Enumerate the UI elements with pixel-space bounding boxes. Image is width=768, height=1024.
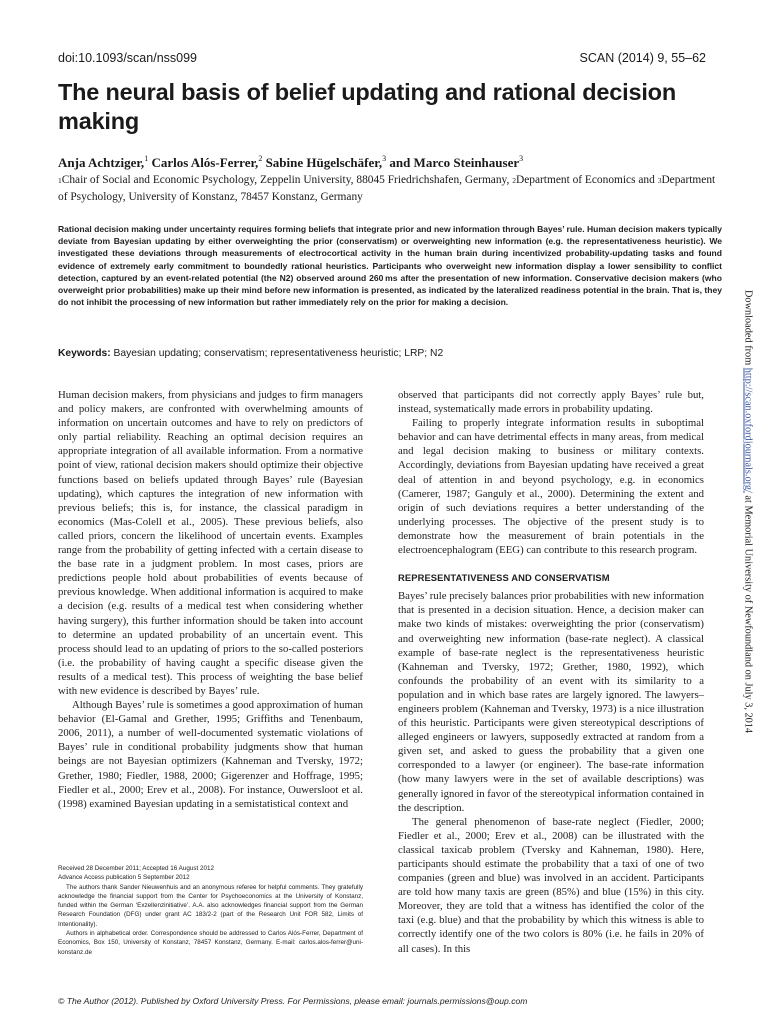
footnote-acknowledgements: The authors thank Sander Nieuwenhuis and an anonymous referee for helpful comments. They gratefully acknowledge the financial support from the Center for Psychoeconomics at the University of Konstanz, funded within the German ‘Exzellenzinitiative’. A.A. also acknowledges financial support from the German Research Foundation (DFG) under grant AC 183/2-2 (part of the Research Unit FOR 582, Limits of Intentionality).	[58, 883, 363, 928]
section-heading: REPRESENTATIVENESS AND CONSERVATISM	[398, 572, 610, 584]
affiliation-text: Department of Economics and	[515, 174, 658, 186]
download-sidebar	[733, 290, 763, 734]
affiliation-mark: 3	[657, 176, 662, 185]
affiliation-mark: 2	[512, 176, 516, 185]
download-link[interactable]: http://scan.oxfordjournals.org/	[742, 367, 754, 493]
download-prefix: Downloaded from	[742, 290, 754, 368]
affiliations	[58, 172, 718, 206]
author-affiliation-mark: 2	[258, 154, 263, 163]
affiliation-text: Department of Psychology, University of Konstanz, 78457 Konstanz, Germany	[58, 174, 716, 203]
author-list	[58, 155, 523, 171]
body-paragraph: observed that participants did not correctly apply Bayes’ rule but, instead, systematically made errors in probability updating.	[398, 389, 704, 416]
footnote-received: Received 28 December 2011; Accepted 16 August 2012	[58, 865, 215, 872]
author-name: Carlos Alós-Ferrer,	[148, 155, 259, 170]
journal-reference: SCAN (2014) 9, 55–62	[579, 51, 706, 65]
author-name: Sabine Hügelschäfer,	[262, 155, 383, 170]
keywords-label: Keywords:	[58, 348, 111, 359]
copyright-line: © The Author (2012). Published by Oxford University Press. For Permissions, please email: journals.permissions@oup.com	[58, 996, 528, 1006]
affiliation-text: Chair of Social and Economic Psychology, Zeppelin University, 88045 Friedrichshafen, Germany,	[61, 174, 513, 186]
body-paragraph: Human decision makers, from physicians and judges to firm managers and policy makers, are confronted with overwhelming amounts of information on uncertain outcomes and have to rely on predictors of only partial reliability. Reaching an optimal decision requires an appropriate integration of all available information. From a normative point of view, rational decision makers should optimize their objective functions based on beliefs updated through Bayes’ rule (Bayesian updating), which captures the integration of new information with previous beliefs; this is, for instance, the classical paradigm in economics (Mas-Colell et al., 2005). These previous beliefs, also called priors, concern the likelihood of uncertain events. Examples range from the probability of getting infected with a certain disease to the base rate in a judgment problem. In most cases, priors are predictions people hold about probabilities of events because of previous knowledge. When additional information is acquired to make a decision (e.g. results of a medical test when considering whether having surgery), this further information should be taken into account to determine an updated probability of an uncertain event. This process should lead to an updating of priors to the so-called posteriors (i.e. the probability of having caught a specific disease given the results of a medical test). This process of weighting the base belief with new evidence is described by Bayes’ rule.	[58, 389, 363, 697]
body-paragraph: Bayes’ rule precisely balances prior probabilities with new information that is presented in a decision situation. Hence, a decision maker can make two kinds of mistakes: overweighting the prior (conservatism) and overweighting new information (base-rate neglect). A classical example of base-rate neglect is the representativeness heuristic (Kahneman and Tversky, 1972; Grether, 1980, 1992), which confounds the probability of an event with its similarity to a population and in which base rates are largely ignored. The lawyers–engineers problem (Kahneman and Tversky, 1973) is a nice illustration of this heuristic. Participants were given stereotypical descriptions of alleged engineers or lawyers, supposedly extracted at random from a given set, and asked to guess the probability that a given one corresponded to a lawyer (or engineer). The base-rate information (how many lawyers were in the set of available descriptions) was generally ignored in favor of the stereotypical information contained in the description.	[398, 590, 704, 814]
download-suffix: at Memorial University of Newfoundland on July 3, 2014	[742, 492, 754, 734]
download-notice	[743, 290, 754, 733]
footnote-advance-access: Advance Access publication 5 September 2012	[58, 874, 190, 882]
footnotes	[58, 864, 363, 957]
author-affiliation-mark: 3	[382, 154, 387, 163]
author-affiliation-mark: 1	[144, 154, 149, 163]
affiliation-mark: 1	[58, 176, 62, 185]
keywords-text: Bayesian updating; conservatism; representativeness heuristic; LRP; N2	[110, 348, 444, 359]
body-paragraph: Although Bayes’ rule is sometimes a good approximation of human behavior (El-Gamal and Grether, 1995; Griffiths and Tenenbaum, 2006, 2011), a number of well-documented systematic violations of Bayes’ rule in conditional probability judgments show that human beings are not Bayesian optimizers (Kahneman and Tversky, 1972; Grether, 1980; Fiedler, 1988, 2000; Gigerenzer and Hoffrage, 1995; Fiedler et al., 2000; Erev et al., 2008). For instance, Ouwersloot et al. (1998) examined Bayesian updating in a semistatistical context and	[58, 699, 363, 810]
body-paragraph: The general phenomenon of base-rate neglect (Fiedler, 2000; Fiedler et al., 2000; Erev et al., 2008) can be illustrated with the classical taxicab problem (Tversky and Kahneman, 1980). Here, participants should estimate the probability that a taxi of one of two companies (green and blue) was involved in an accident. Participants are told how many taxis are green (85%) and blue (15%) in this city. Moreover, they are told that a witness has identified the color of the taxi (e.g. blue) and that the probability by which this witness is able to correctly identify one of the two colors is 80% (i.e. he fails in 20% of all cases). In this	[398, 815, 704, 955]
author-affiliation-mark: 3	[519, 154, 524, 163]
doi-line: doi:10.1093/scan/nss099	[58, 51, 197, 65]
article-title: The neural basis of belief updating and rational decision making	[58, 79, 676, 134]
author-name: and Marco Steinhauser	[386, 155, 520, 170]
body-paragraph: Failing to properly integrate information results in suboptimal behavior and can have detrimental effects in many areas, from medical and legal decision making to business or military contexts. Accordingly, deviations from Bayesian updating have received a great deal of attention in and beyond psychology, e.g. in economics (Camerer, 1987; Ganguly et al., 2000). Determining the extent and origin of such deviations requires a better understanding of the underlying processes. The objective of the present study is to demonstrate how the measurement of brain potentials in the electroencephalogram (EEG) can contribute to this research program.	[398, 417, 704, 557]
body-column-right	[398, 388, 704, 956]
abstract: Rational decision making under uncertainty requires forming beliefs that integrate prior and new information through Bayes’ rule. Human decision makers typically deviate from Bayesian updating by either overweighting the prior (conservatism) or overweighting new information (e.g. the representativeness heuristic). We investigated these deviations through measurements of electrocortical activity in the human brain during incentivized probability-updating tasks and found evidence of extremely early commitment to boundedly rational heuristics. Participants who overweight new information display a lower sensibility to conflict detection, captured by an event-related potential (the N2) observed around 260 ms after the presentation of new information. Conservative decision makers (who overweight prior probabilities) make up their mind before new information is presented, as indicated by the lateralized readiness potential in the brain. That is, they do not inhibit the processing of new information but rather immediately rely on the prior for making a decision.	[58, 224, 722, 308]
body-column-left	[58, 388, 363, 811]
keywords	[58, 348, 718, 359]
author-name: Anja Achtziger,	[58, 155, 145, 170]
footnote-correspondence: Authors in alphabetical order. Correspondence should be addressed to Carlos Alós-Ferrer, Department of Economics, Box 150, University of Konstanz, 78457 Konstanz, Germany. E-mail: carlos.alos-ferrer@uni-konstanz.de	[58, 930, 363, 956]
